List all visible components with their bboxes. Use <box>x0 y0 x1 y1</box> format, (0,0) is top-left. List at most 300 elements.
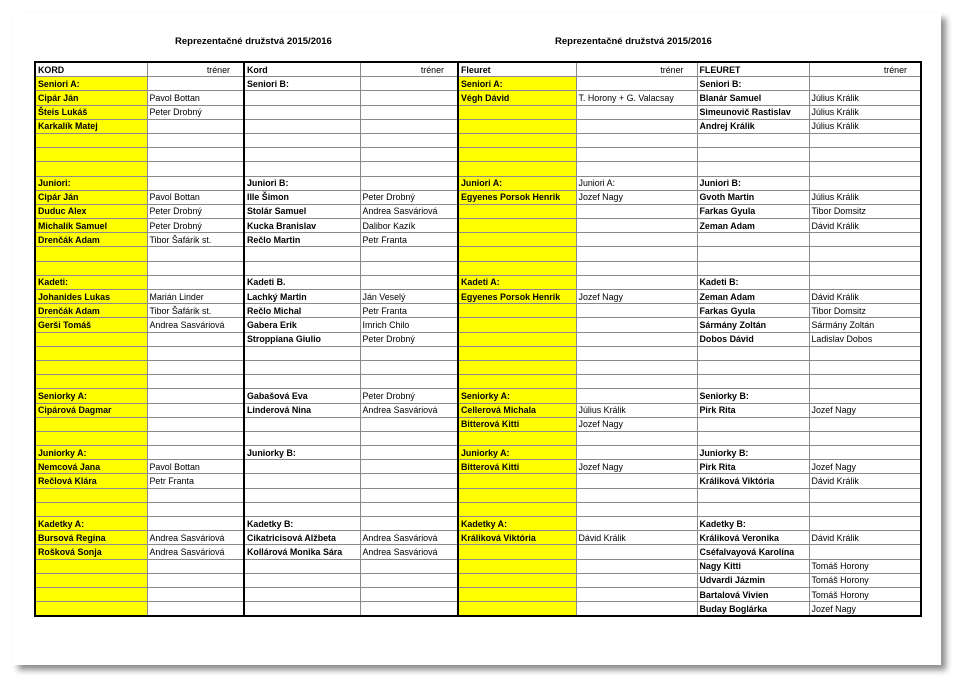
table-row <box>35 531 921 545</box>
trainer-cell: Petr Franta <box>147 474 244 488</box>
trainer-cell: Peter Drobný <box>360 389 458 403</box>
trainer-cell <box>360 573 458 587</box>
trainer-cell <box>576 573 697 587</box>
table-row <box>35 318 921 332</box>
athlete-cell: Bartalová Vivien <box>697 587 809 601</box>
trainer-cell: Dávid Králik <box>809 290 921 304</box>
trainer-cell: Peter Drobný <box>147 204 244 218</box>
trainer-cell <box>576 602 697 617</box>
table-row <box>35 346 921 360</box>
trainer-cell: Dávid Králik <box>809 474 921 488</box>
trainer-cell: Petr Franta <box>360 233 458 247</box>
athlete-cell <box>244 431 360 445</box>
athlete-cell <box>35 360 147 374</box>
trainer-cell: Tibor Domsitz <box>809 304 921 318</box>
athlete-cell: Pirk Rita <box>697 460 809 474</box>
trainer-cell <box>147 559 244 573</box>
trainer-cell: Andrea Sasváriová <box>147 318 244 332</box>
trainer-cell <box>576 559 697 573</box>
athlete-cell: Juniori B: <box>697 176 809 190</box>
athlete-cell: Seniorky A: <box>458 389 576 403</box>
athlete-cell: Drenčák Adam <box>35 304 147 318</box>
trainer-cell <box>147 77 244 91</box>
athlete-cell <box>697 360 809 374</box>
athlete-cell: Cellerová Michala <box>458 403 576 417</box>
trainer-cell <box>360 261 458 275</box>
athlete-cell: Duduc Alex <box>35 204 147 218</box>
athlete-cell: Lachký Martin <box>244 290 360 304</box>
athlete-cell: Zeman Adam <box>697 219 809 233</box>
trainer-cell <box>809 431 921 445</box>
trainer-cell <box>809 275 921 289</box>
trainer-cell <box>576 204 697 218</box>
athlete-cell: Juniorky A: <box>35 446 147 460</box>
trainer-cell <box>360 119 458 133</box>
table-row <box>35 162 921 176</box>
trainer-cell <box>147 417 244 431</box>
athlete-cell <box>697 148 809 162</box>
trainer-cell: Július Králik <box>809 190 921 204</box>
trainer-cell: Petr Franta <box>360 304 458 318</box>
athlete-cell <box>35 559 147 573</box>
table-row <box>35 545 921 559</box>
trainer-cell: Pavol Bottan <box>147 190 244 204</box>
athlete-cell <box>244 91 360 105</box>
trainer-cell <box>147 261 244 275</box>
athlete-cell: Karkalík Matej <box>35 119 147 133</box>
athlete-cell: Seniori A: <box>35 77 147 91</box>
header-row <box>35 62 921 77</box>
trainer-cell <box>360 587 458 601</box>
athlete-cell <box>35 587 147 601</box>
athlete-cell <box>35 488 147 502</box>
table-row <box>35 148 921 162</box>
trainer-cell <box>147 502 244 516</box>
athlete-cell <box>458 162 576 176</box>
trainer-cell <box>576 77 697 91</box>
athlete-cell: Linderová Nina <box>244 403 360 417</box>
title-left: Reprezentačné družstvá 2015/2016 <box>175 36 332 47</box>
athlete-cell: Rošková Sonja <box>35 545 147 559</box>
table-row <box>35 275 921 289</box>
trainer-cell <box>576 318 697 332</box>
trainer-cell <box>576 488 697 502</box>
athlete-cell: Ille Šimon <box>244 190 360 204</box>
trainer-cell: Jozef Nagy <box>576 190 697 204</box>
trainer-cell <box>809 545 921 559</box>
trainer-cell <box>576 233 697 247</box>
trainer-cell <box>360 91 458 105</box>
athlete-cell: Rečlo Martin <box>244 233 360 247</box>
trainer-cell <box>809 360 921 374</box>
athlete-cell: Johanides Lukas <box>35 290 147 304</box>
trainer-cell: Jozef Nagy <box>576 460 697 474</box>
athlete-cell <box>35 431 147 445</box>
trainer-cell <box>576 389 697 403</box>
trainer-cell <box>360 517 458 531</box>
athlete-cell: Kadeti A: <box>458 275 576 289</box>
athlete-cell: Pirk Rita <box>697 403 809 417</box>
trainer-cell <box>360 162 458 176</box>
table-row <box>35 133 921 147</box>
athlete-cell <box>458 360 576 374</box>
trainer-cell <box>360 417 458 431</box>
athlete-cell: Michalík Samuel <box>35 219 147 233</box>
athlete-cell: Blanár Samuel <box>697 91 809 105</box>
table-row <box>35 517 921 531</box>
athlete-cell <box>244 460 360 474</box>
table-row <box>35 119 921 133</box>
athlete-cell <box>244 502 360 516</box>
athlete-cell: Zeman Adam <box>697 290 809 304</box>
column-header: tréner <box>360 62 458 77</box>
trainer-cell: Tomáš Horony <box>809 559 921 573</box>
trainer-cell: Pavol Bottan <box>147 460 244 474</box>
table-row <box>35 261 921 275</box>
table-row <box>35 105 921 119</box>
trainer-cell <box>576 304 697 318</box>
athlete-cell: Stolár Samuel <box>244 204 360 218</box>
athlete-cell <box>697 417 809 431</box>
athlete-cell: Kadeti: <box>35 275 147 289</box>
trainer-cell <box>147 133 244 147</box>
athlete-cell <box>35 261 147 275</box>
athlete-cell: Simeunovič Rastislav <box>697 105 809 119</box>
athlete-cell: Juniori: <box>35 176 147 190</box>
athlete-cell: Bitterová Kitti <box>458 417 576 431</box>
trainer-cell: Dávid Králik <box>809 219 921 233</box>
athlete-cell <box>458 346 576 360</box>
title-right: Reprezentačné družstvá 2015/2016 <box>555 36 712 47</box>
athlete-cell: Nagy Kitti <box>697 559 809 573</box>
trainer-cell: Jozef Nagy <box>809 460 921 474</box>
trainer-cell <box>576 162 697 176</box>
athlete-cell <box>244 360 360 374</box>
table-row <box>35 460 921 474</box>
trainer-cell: Jozef Nagy <box>809 403 921 417</box>
trainer-cell <box>809 261 921 275</box>
athlete-cell: Stroppiana Giulio <box>244 332 360 346</box>
athlete-cell: Dobos Dávid <box>697 332 809 346</box>
column-header: Kord <box>244 62 360 77</box>
trainer-cell: Dávid Králik <box>809 531 921 545</box>
athlete-cell <box>697 431 809 445</box>
athlete-cell <box>244 417 360 431</box>
trainer-cell <box>360 602 458 617</box>
athlete-cell: Bursová Regína <box>35 531 147 545</box>
athlete-cell <box>244 119 360 133</box>
athlete-cell: Buday Boglárka <box>697 602 809 617</box>
athlete-cell <box>244 375 360 389</box>
trainer-cell: Jozef Nagy <box>576 417 697 431</box>
trainer-cell: Andrea Sasváriová <box>360 531 458 545</box>
athlete-cell <box>244 602 360 617</box>
trainer-cell: Peter Drobný <box>360 190 458 204</box>
trainer-cell <box>576 446 697 460</box>
athlete-cell <box>458 502 576 516</box>
trainer-cell <box>809 77 921 91</box>
trainer-cell <box>809 346 921 360</box>
trainer-cell: Peter Drobný <box>360 332 458 346</box>
table-row <box>35 403 921 417</box>
athlete-cell <box>458 247 576 261</box>
athlete-cell: Egyenes Porsok Henrik <box>458 290 576 304</box>
trainer-cell <box>360 247 458 261</box>
athlete-cell: Kadeti B: <box>697 275 809 289</box>
athlete-cell: Cséfalvayová Karolína <box>697 545 809 559</box>
trainer-cell: Andrea Sasváriová <box>360 204 458 218</box>
athlete-cell <box>458 233 576 247</box>
athlete-cell: Gabašová Eva <box>244 389 360 403</box>
trainer-cell: Július Králik <box>809 91 921 105</box>
table-row <box>35 502 921 516</box>
athlete-cell: Králiková Veronika <box>697 531 809 545</box>
trainer-cell: Tibor Šafárik st. <box>147 304 244 318</box>
athlete-cell <box>35 502 147 516</box>
athlete-cell: Udvardi Jázmin <box>697 573 809 587</box>
athlete-cell <box>458 204 576 218</box>
trainer-cell <box>809 389 921 403</box>
trainer-cell: Tomáš Horony <box>809 587 921 601</box>
athlete-cell <box>458 304 576 318</box>
trainer-cell <box>147 360 244 374</box>
athlete-cell <box>697 233 809 247</box>
athlete-cell <box>458 587 576 601</box>
athlete-cell <box>697 247 809 261</box>
table-row <box>35 587 921 601</box>
trainer-cell <box>576 360 697 374</box>
trainer-cell: Dávid Králik <box>576 531 697 545</box>
athlete-cell <box>458 545 576 559</box>
athlete-cell <box>244 346 360 360</box>
trainer-cell <box>809 417 921 431</box>
athlete-cell <box>244 247 360 261</box>
table-row <box>35 417 921 431</box>
table-row <box>35 233 921 247</box>
athlete-cell <box>244 474 360 488</box>
athlete-cell: Seniori A: <box>458 77 576 91</box>
athlete-cell: Egyenes Porsok Henrik <box>458 190 576 204</box>
column-header: tréner <box>147 62 244 77</box>
trainer-cell <box>576 474 697 488</box>
trainer-cell <box>147 573 244 587</box>
athlete-cell: Bitterová Kitti <box>458 460 576 474</box>
trainer-cell <box>576 247 697 261</box>
athlete-cell: Farkas Gyula <box>697 204 809 218</box>
athlete-cell <box>35 346 147 360</box>
trainer-cell <box>147 119 244 133</box>
trainer-cell <box>809 176 921 190</box>
athlete-cell <box>697 261 809 275</box>
trainer-cell <box>576 261 697 275</box>
athlete-cell <box>697 162 809 176</box>
trainer-cell: Sármány Zoltán <box>809 318 921 332</box>
athlete-cell <box>244 573 360 587</box>
athlete-cell: Gerši Tomáš <box>35 318 147 332</box>
athlete-cell <box>697 375 809 389</box>
athlete-cell <box>35 332 147 346</box>
trainer-cell <box>576 219 697 233</box>
athlete-cell <box>458 119 576 133</box>
trainer-cell <box>576 148 697 162</box>
athlete-cell <box>697 133 809 147</box>
column-header: Fleuret <box>458 62 576 77</box>
athlete-cell: Kucka Branislav <box>244 219 360 233</box>
athlete-cell <box>35 602 147 617</box>
trainer-cell <box>576 119 697 133</box>
trainer-cell <box>809 446 921 460</box>
athlete-cell <box>35 573 147 587</box>
trainer-cell <box>147 247 244 261</box>
trainer-cell <box>147 162 244 176</box>
trainer-cell: Andrea Sasváriová <box>360 545 458 559</box>
trainer-cell <box>809 162 921 176</box>
athlete-cell: Rečlo Michal <box>244 304 360 318</box>
table-row <box>35 431 921 445</box>
trainer-cell: T. Horony + G. Valacsay <box>576 91 697 105</box>
trainer-cell <box>360 502 458 516</box>
athlete-cell <box>244 148 360 162</box>
athlete-cell <box>697 502 809 516</box>
athlete-cell: Seniorky A: <box>35 389 147 403</box>
athlete-cell <box>458 261 576 275</box>
athlete-cell: Kadeti B. <box>244 275 360 289</box>
athlete-cell: Gvoth Martin <box>697 190 809 204</box>
trainer-cell: Ján Veselý <box>360 290 458 304</box>
trainer-cell <box>809 375 921 389</box>
teams-table <box>34 61 922 617</box>
trainer-cell: Tomáš Horony <box>809 573 921 587</box>
trainer-cell <box>360 148 458 162</box>
athlete-cell: Juniori B: <box>244 176 360 190</box>
athlete-cell <box>458 133 576 147</box>
table-row <box>35 488 921 502</box>
athlete-cell: Seniori B: <box>697 77 809 91</box>
table-row <box>35 332 921 346</box>
trainer-cell: Július Králik <box>576 403 697 417</box>
trainer-cell <box>360 346 458 360</box>
trainer-cell <box>147 431 244 445</box>
trainer-cell: Marián Linder <box>147 290 244 304</box>
athlete-cell: Králiková Viktória <box>697 474 809 488</box>
table-row <box>35 446 921 460</box>
table-row <box>35 559 921 573</box>
trainer-cell <box>360 474 458 488</box>
column-header: FLEURET <box>697 62 809 77</box>
athlete-cell: Juniorky B: <box>244 446 360 460</box>
trainer-cell <box>147 332 244 346</box>
athlete-cell: Cikatricisová Alžbeta <box>244 531 360 545</box>
trainer-cell <box>809 247 921 261</box>
athlete-cell <box>458 431 576 445</box>
trainer-cell: Peter Drobný <box>147 105 244 119</box>
athlete-cell: Gabera Erik <box>244 318 360 332</box>
table-row <box>35 247 921 261</box>
trainer-cell: Imrich Chilo <box>360 318 458 332</box>
athlete-cell <box>35 247 147 261</box>
athlete-cell: Kadetky B: <box>244 517 360 531</box>
athlete-cell: Králiková Viktória <box>458 531 576 545</box>
trainer-cell <box>360 360 458 374</box>
athlete-cell: Nemcová Jana <box>35 460 147 474</box>
trainer-cell <box>360 275 458 289</box>
trainer-cell: Ladislav Dobos <box>809 332 921 346</box>
athlete-cell: Végh Dávid <box>458 91 576 105</box>
trainer-cell <box>147 275 244 289</box>
athlete-cell: Šteis Lukáš <box>35 105 147 119</box>
athlete-cell: Kollárová Monika Sára <box>244 545 360 559</box>
trainer-cell <box>576 517 697 531</box>
trainer-cell <box>360 77 458 91</box>
trainer-cell <box>576 275 697 289</box>
trainer-cell <box>576 133 697 147</box>
trainer-cell <box>147 148 244 162</box>
athlete-cell <box>244 162 360 176</box>
athlete-cell <box>458 474 576 488</box>
athlete-cell: Drenčák Adam <box>35 233 147 247</box>
athlete-cell: Seniorky B: <box>697 389 809 403</box>
trainer-cell: Dalibor Kazík <box>360 219 458 233</box>
athlete-cell <box>244 261 360 275</box>
table-row <box>35 375 921 389</box>
trainer-cell <box>360 375 458 389</box>
trainer-cell <box>576 375 697 389</box>
trainer-cell: Július Králik <box>809 105 921 119</box>
athlete-cell <box>458 318 576 332</box>
trainer-cell <box>147 517 244 531</box>
trainer-cell <box>360 559 458 573</box>
athlete-cell: Kadetky B: <box>697 517 809 531</box>
trainer-cell: Andrea Sasváriová <box>147 545 244 559</box>
trainer-cell <box>147 176 244 190</box>
trainer-cell: Jozef Nagy <box>576 290 697 304</box>
athlete-cell <box>35 162 147 176</box>
athlete-cell <box>244 488 360 502</box>
trainer-cell <box>147 346 244 360</box>
table-row <box>35 176 921 190</box>
trainer-cell <box>360 176 458 190</box>
table-row <box>35 573 921 587</box>
trainer-cell <box>809 233 921 247</box>
table-row <box>35 474 921 488</box>
trainer-cell: Jozef Nagy <box>809 602 921 617</box>
athlete-cell: Juniorky A: <box>458 446 576 460</box>
athlete-cell: Kadetky A: <box>458 517 576 531</box>
trainer-cell <box>576 332 697 346</box>
trainer-cell <box>147 446 244 460</box>
trainer-cell <box>809 502 921 516</box>
athlete-cell <box>244 133 360 147</box>
column-header: KORD <box>35 62 147 77</box>
table-row <box>35 77 921 91</box>
athlete-cell: Kadetky A: <box>35 517 147 531</box>
athlete-cell <box>458 602 576 617</box>
trainer-cell <box>576 105 697 119</box>
trainer-cell <box>147 488 244 502</box>
trainer-cell <box>147 375 244 389</box>
trainer-cell <box>147 587 244 601</box>
athlete-cell <box>458 559 576 573</box>
athlete-cell <box>35 375 147 389</box>
trainer-cell <box>360 431 458 445</box>
athlete-cell: Seniori B: <box>244 77 360 91</box>
athlete-cell: Sármány Zoltán <box>697 318 809 332</box>
trainer-cell <box>147 403 244 417</box>
table-row <box>35 602 921 617</box>
athlete-cell <box>458 332 576 346</box>
athlete-cell <box>244 559 360 573</box>
athlete-cell <box>458 488 576 502</box>
